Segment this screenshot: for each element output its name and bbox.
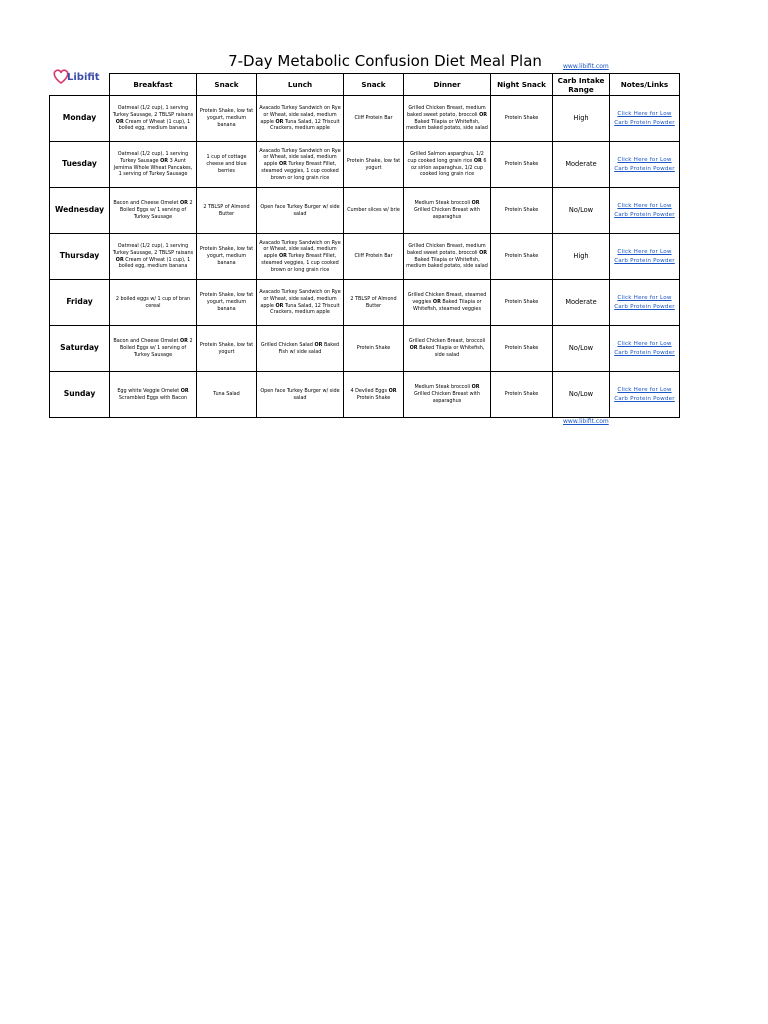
snack-cell: Cliff Protein Bar	[344, 96, 404, 142]
table-row	[50, 234, 680, 280]
site-link-top[interactable]: www.libifit.com	[563, 63, 609, 70]
notes-link-cell	[610, 280, 680, 326]
snack-cell: 2 TBLSP of Almond Butter	[197, 188, 257, 234]
snack-cell: Protein Shake, low fat yogurt, medium banana	[197, 280, 257, 326]
dinner-cell: Grilled Chicken Breast, medium baked sweet potato, broccoli OR Baked Tilapia or Whitefish, medium baked potato, side salad	[404, 96, 491, 142]
snack-cell: Protein Shake, low fat yogurt	[344, 142, 404, 188]
page-title: 7-Day Metabolic Confusion Diet Meal Plan	[228, 52, 542, 70]
notes-link-cell	[610, 372, 680, 418]
low-carb-protein-link[interactable]: Click Here for Low Carb Protein Powder	[614, 202, 675, 218]
carb-range-cell: No/Low	[553, 326, 610, 372]
dinner-cell: Grilled Chicken Breast, medium baked sweet potato, broccoli OR Baked Tilapia or Whitefish, medium baked potato, side salad	[404, 234, 491, 280]
night-snack-cell: Protein Shake	[491, 280, 553, 326]
notes-link-cell	[610, 96, 680, 142]
day-cell: Wednesday	[50, 188, 110, 234]
snack-cell: Protein Shake, low fat yogurt, medium banana	[197, 96, 257, 142]
header-row	[50, 74, 680, 96]
night-snack-cell: Protein Shake	[491, 234, 553, 280]
night-snack-cell: Protein Shake	[491, 326, 553, 372]
lunch-cell: Grilled Chicken Salad OR Baked Fish w/ side salad	[257, 326, 344, 372]
breakfast-cell: Oatmeal (1/2 cup), 1 serving Turkey Sausage OR 3 Aunt Jemima Whole Wheat Pancakes, 1 serving of Turkey Sausage	[110, 142, 197, 188]
carb-range-cell: Moderate	[553, 142, 610, 188]
dinner-cell: Grilled Chicken Breast, steamed veggies OR Baked Tilapia or Whitefish, steamed veggies	[404, 280, 491, 326]
carb-range-cell: Moderate	[553, 280, 610, 326]
low-carb-protein-link[interactable]: Click Here for Low Carb Protein Powder	[614, 248, 675, 264]
table-row	[50, 96, 680, 142]
snack-cell: Cumber slices w/ brie	[344, 188, 404, 234]
lunch-cell: Open face Turkey Burger w/ side salad	[257, 188, 344, 234]
snack-cell: Protein Shake, low fat yogurt	[197, 326, 257, 372]
day-cell: Thursday	[50, 234, 110, 280]
snack-cell: Protein Shake	[344, 326, 404, 372]
day-cell: Sunday	[50, 372, 110, 418]
day-cell: Monday	[50, 96, 110, 142]
dinner-cell: Grilled Salmon asparghus, 1/2 cup cooked long grain rice OR 6 oz sirlon asparaghus, 1/2 cup cooked long grain rice	[404, 142, 491, 188]
table-row	[50, 188, 680, 234]
snack-cell: 2 TBLSP of Almond Butter	[344, 280, 404, 326]
breakfast-cell: Oatmeal (1/2 cup), 1 serving Turkey Sausage, 2 TBLSP raisans OR Cream of Wheat (1 cup), 1 boiled egg, medium banana	[110, 96, 197, 142]
lunch-cell: Avacado Turkey Sandwich on Rye or Wheat, side salad, medium apple OR Turkey Breast Fillet, steamed veggies, 1 cup cooked brown or long grain rice	[257, 142, 344, 188]
night-snack-cell: Protein Shake	[491, 188, 553, 234]
table-row	[50, 326, 680, 372]
table-row	[50, 142, 680, 188]
snack-cell: Tuna Salad	[197, 372, 257, 418]
notes-link-cell	[610, 142, 680, 188]
snack-cell: 4 Deviled Eggs OR Protein Shake	[344, 372, 404, 418]
lunch-cell: Open face Turkey Burger w/ side salad	[257, 372, 344, 418]
carb-range-cell: No/Low	[553, 372, 610, 418]
header-snack: Snack	[197, 74, 257, 96]
notes-link-cell	[610, 188, 680, 234]
header-breakfast: Breakfast	[110, 74, 197, 96]
lunch-cell: Avacado Turkey Sandwich on Rye or Wheat, side salad, medium apple OR Tuna Salad, 12 Triscuit Crackers, medium apple	[257, 280, 344, 326]
notes-link-cell	[610, 234, 680, 280]
dinner-cell: Medium Steak broccoli OR Grilled Chicken Breast with asparaghus	[404, 372, 491, 418]
snack-cell: Protein Shake, low fat yogurt, medium banana	[197, 234, 257, 280]
site-link-bottom[interactable]: www.libifit.com	[563, 418, 609, 425]
low-carb-protein-link[interactable]: Click Here for Low Carb Protein Powder	[614, 294, 675, 310]
lunch-cell: Avacado Turkey Sandwich on Rye or Wheat, side salad, medium apple OR Tuna Salad, 12 Triscuit Crackers, medium apple	[257, 96, 344, 142]
day-cell: Friday	[50, 280, 110, 326]
carb-range-cell: High	[553, 234, 610, 280]
breakfast-cell: 2 boiled eggs w/ 1 cup of bran cereal	[110, 280, 197, 326]
night-snack-cell: Protein Shake	[491, 142, 553, 188]
corner-cell	[50, 74, 110, 96]
breakfast-cell: Oatmeal (1/2 cup), 1 serving Turkey Sausage, 2 TBLSP raisans OR Cream of Wheat (1 cup), 1 boiled egg, medium banana	[110, 234, 197, 280]
day-cell: Saturday	[50, 326, 110, 372]
header-notes-links: Notes/Links	[610, 74, 680, 96]
table-row	[50, 372, 680, 418]
header-lunch: Lunch	[257, 74, 344, 96]
low-carb-protein-link[interactable]: Click Here for Low Carb Protein Powder	[614, 386, 675, 402]
snack-cell: Cliff Protein Bar	[344, 234, 404, 280]
breakfast-cell: Bacon and Cheese Omelet OR 2 Boiled Eggs w/ 1 serving of Turkey Sausage	[110, 188, 197, 234]
carb-range-cell: No/Low	[553, 188, 610, 234]
svg-text:Libifit: Libifit	[67, 72, 100, 83]
header-dinner: Dinner	[404, 74, 491, 96]
lunch-cell: Avacado Turkey Sandwich on Rye or Wheat, side salad, medium apple OR Turkey Breast Fillet, steamed veggies, 1 cup cooked brown or long grain rice	[257, 234, 344, 280]
table-row	[50, 280, 680, 326]
day-cell: Tuesday	[50, 142, 110, 188]
breakfast-cell: Egg white Veggie Omelet OR Scrambled Eggs with Bacon	[110, 372, 197, 418]
header-carb-intake-range: Carb Intake Range	[553, 74, 610, 96]
breakfast-cell: Bacon and Cheese Omelet OR 2 Boiled Eggs w/ 1 serving of Turkey Sausage	[110, 326, 197, 372]
dinner-cell: Medium Steak broccoli OR Grilled Chicken Breast with asparaghus	[404, 188, 491, 234]
dinner-cell: Grilled Chicken Breast, broccoli OR Baked Tilapia or Whitefish, side salad	[404, 326, 491, 372]
header-night-snack: Night Snack	[491, 74, 553, 96]
night-snack-cell: Protein Shake	[491, 96, 553, 142]
low-carb-protein-link[interactable]: Click Here for Low Carb Protein Powder	[614, 156, 675, 172]
notes-link-cell	[610, 326, 680, 372]
snack-cell: 1 cup of cottage cheese and blue berries	[197, 142, 257, 188]
low-carb-protein-link[interactable]: Click Here for Low Carb Protein Powder	[614, 340, 675, 356]
night-snack-cell: Protein Shake	[491, 372, 553, 418]
carb-range-cell: High	[553, 96, 610, 142]
header-snack: Snack	[344, 74, 404, 96]
meal-plan-table	[49, 73, 680, 418]
low-carb-protein-link[interactable]: Click Here for Low Carb Protein Powder	[614, 110, 675, 126]
